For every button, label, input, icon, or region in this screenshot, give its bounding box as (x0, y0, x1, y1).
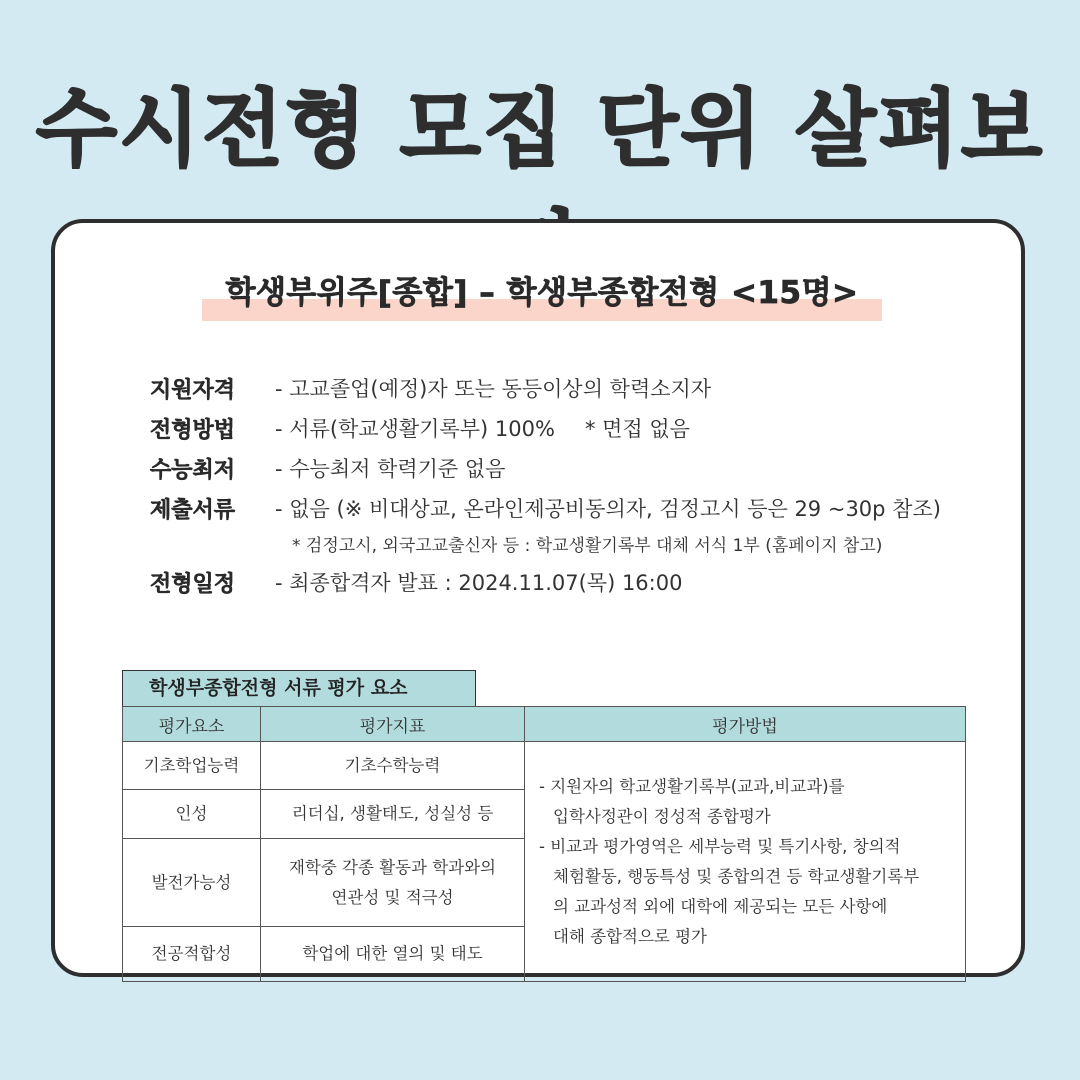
indicator-cell: 재학중 각종 활동과 학과와의 연관성 및 적극성 (261, 839, 525, 927)
csat-label: 수능최저 (150, 458, 236, 483)
schedule-label: 전형일정 (150, 572, 236, 597)
info-card (51, 219, 1025, 977)
page-title: 수시전형 모집 단위 살펴보 (35, 80, 1045, 178)
method-line: 체험활동, 행동특성 및 종합의견 등 학교생활기록부 (553, 866, 920, 886)
element-cell: 전공적합성 (123, 927, 261, 982)
schedule-value: - 최종합격자 발표 : 2024.11.07(목) 16:00 (275, 571, 683, 595)
evaluation-table (122, 706, 966, 982)
section-heading-text: 학생부위주[종합] – 학생부종합전형 <15명> (225, 275, 859, 311)
header-element: 평가요소 (123, 707, 261, 742)
indicator-cell: 리더십, 생활태도, 성실성 등 (261, 790, 525, 839)
element-cell: 인성 (123, 790, 261, 839)
eligibility-label: 지원자격 (150, 378, 236, 403)
csat-value: - 수능최저 학력기준 없음 (275, 457, 506, 481)
documents-note: * 검정고시, 외국고교출신자 등 : 학교생활기록부 대체 서식 1부 (홈페이지 참고) (292, 536, 883, 556)
method-extra: * 면접 없음 (584, 417, 690, 441)
documents-value: - 없음 (※ 비대상교, 온라인제공비동의자, 검정고시 등은 29 ~30p 참조) (275, 497, 941, 521)
method-label: 전형방법 (150, 418, 236, 443)
element-cell: 발전가능성 (123, 839, 261, 927)
method-value: - 서류(학교생활기록부) 100% (275, 417, 555, 441)
evaluation-tab-title: 학생부종합전형 서류 평가 요소 (122, 670, 476, 706)
method-line: - 비교과 평가영역은 세부능력 및 특기사항, 창의적 (539, 836, 901, 856)
indicator-cell: 기초수학능력 (261, 742, 525, 790)
method-line: 입학사정관이 정성적 종합평가 (553, 806, 771, 826)
method-line: 대해 종합적으로 평가 (553, 926, 707, 946)
section-heading (202, 269, 882, 321)
element-cell: 기초학업능력 (123, 742, 261, 790)
indicator-cell: 학업에 대한 열의 및 태도 (261, 927, 525, 982)
method-line: 의 교과성적 외에 대학에 제공되는 모든 사항에 (553, 896, 888, 916)
method-value-group (275, 413, 690, 443)
method-line: - 지원자의 학교생활기록부(교과,비교과)를 (539, 776, 845, 796)
evaluation-header-row (123, 707, 966, 742)
eligibility-value: - 고교졸업(예정)자 또는 동등이상의 학력소지자 (275, 377, 712, 401)
table-row (123, 742, 966, 790)
header-method: 평가방법 (525, 707, 966, 742)
documents-label: 제출서류 (150, 498, 236, 523)
method-cell (525, 742, 966, 982)
header-indicator: 평가지표 (261, 707, 525, 742)
